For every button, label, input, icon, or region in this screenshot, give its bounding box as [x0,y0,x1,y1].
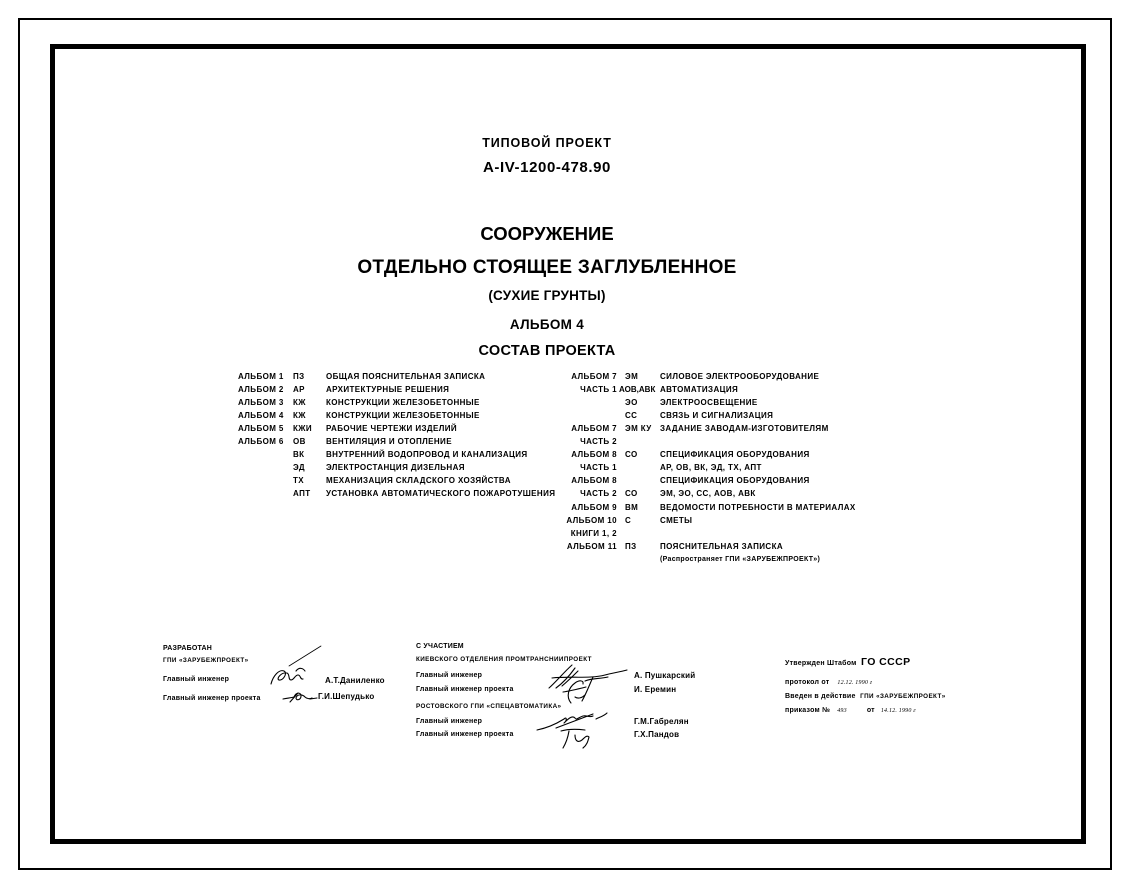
contents-code: КЖ [293,410,306,420]
approval-line [785,655,911,670]
order-label: приказом № [785,707,831,714]
contents-row [0,422,1130,435]
contents-album: АЛЬБОМ 6 [238,436,284,446]
order-number: 493 [837,708,847,714]
album-number: АЛЬБОМ 4 [509,317,585,332]
contents-title: СПЕЦИФИКАЦИЯ ОБОРУДОВАНИЯ [660,450,810,460]
soil-conditions: (СУХИЕ ГРУНТЫ) [488,288,606,303]
signer-role: Главный инженер [163,676,230,683]
contents-code: СС [625,410,638,420]
contents-code: ПЗ [293,371,305,381]
contents-title: ВНУТРЕННИЙ ВОДОПРОВОД И КАНАЛИЗАЦИЯ [326,449,528,459]
contents-distribution-note: (Распространяет ГПИ «ЗАРУБЕЖПРОЕКТ») [660,556,821,563]
contents-album: АЛЬБОМ 8 [571,476,617,486]
signer-name: И. Еремин [634,685,677,694]
contents-album: АЛЬБОМ 2 [238,384,284,394]
protocol-date: 12.12. 1990 г [837,680,873,686]
approval-authority: ГО СССР [861,656,911,668]
contents-code: АР [293,384,305,394]
contents-album: АЛЬБОМ 8 [571,450,617,460]
developed-heading: РАЗРАБОТАН [163,645,213,652]
contents-code: ВМ [625,502,639,512]
approved-by: Утвержден Штабом [785,660,857,667]
contents-row [0,474,1130,487]
order-date: 14.12. 1990 г [880,708,916,714]
contents-title: ОБЩАЯ ПОЯСНИТЕЛЬНАЯ ЗАПИСКА [326,371,486,381]
contents-title: УСТАНОВКА АВТОМАТИЧЕСКОГО ПОЖАРОТУШЕНИЯ [326,488,556,498]
contents-code: СО [625,489,638,499]
contents-code: ВК [293,449,305,459]
contents-album: АЛЬБОМ 1 [238,371,284,381]
signer-role: Главный инженер проекта [416,731,514,738]
contents-title: СПЕЦИФИКАЦИЯ ОБОРУДОВАНИЯ [660,476,810,486]
participation-org: КИЕВСКОГО ОТДЕЛЕНИЯ ПРОМТРАНСНИИПРОЕКТ [416,656,592,663]
contents-title: МЕХАНИЗАЦИЯ СКЛАДСКОГО ХОЗЯЙСТВА [326,475,511,485]
contents-code: ЭМ [625,371,639,381]
contents-code: ЭД [293,462,305,472]
object-description: ОТДЕЛЬНО СТОЯЩЕЕ ЗАГЛУБЛЕННОЕ [357,257,737,278]
contents-album: АЛЬБОМ 4 [238,410,284,420]
contents-album: ЧАСТЬ 1 [580,384,617,394]
signer-name: Г.И.Шепудько [318,692,375,701]
section-title: СОСТАВ ПРОЕКТА [478,343,616,359]
contents-row [0,540,1130,553]
contents-album: ЧАСТЬ 2 [580,489,617,499]
order-date-label: от [866,707,875,714]
contents-row [0,501,1130,514]
contents-title: ВЕДОМОСТИ ПОТРЕБНОСТИ В МАТЕРИАЛАХ [660,502,856,512]
contents-code: ЭМ КУ [625,423,652,433]
contents-title: СИЛОВОЕ ЭЛЕКТРООБОРУДОВАНИЕ [660,371,820,381]
contents-title: АРХИТЕКТУРНЫЕ РЕШЕНИЯ [326,384,450,394]
contents-album: КНИГИ 1, 2 [570,528,617,538]
contents-album: АЛЬБОМ 5 [238,423,284,433]
contents-title: ЭЛЕКТРООСВЕЩЕНИЕ [660,397,758,407]
contents-album: АЛЬБОМ 9 [571,502,617,512]
signer-role: Главный инженер проекта [416,686,514,693]
contents-row [0,527,1130,540]
contents-title: СМЕТЫ [660,515,693,525]
contents-title: АВТОМАТИЗАЦИЯ [660,384,739,394]
contents-title: СВЯЗЬ И СИГНАЛИЗАЦИЯ [660,410,774,420]
contents-code: ОВ [293,436,306,446]
participation-org: РОСТОВСКОГО ГПИ «СПЕЦАВТОМАТИКА» [416,703,562,710]
contents-code: ТХ [293,475,305,485]
contents-title: ЭЛЕКТРОСТАНЦИЯ ДИЗЕЛЬНАЯ [326,462,465,472]
object-title: СООРУЖЕНИЕ [480,223,614,244]
contents-code: АОВ,АВК [619,384,656,394]
contents-title: АР, ОВ, ВК, ЭД, ТХ, АПТ [660,463,762,473]
enacted-label: Введен в действие [785,693,856,700]
contents-album: АЛЬБОМ 10 [566,515,617,525]
contents-code: АПТ [293,488,311,498]
contents-row [0,370,1130,383]
contents-code: КЖ [293,397,306,407]
contents-row [0,396,1130,409]
contents-title: КОНСТРУКЦИИ ЖЕЛЕЗОБЕТОННЫЕ [326,410,480,420]
contents-list-right [0,370,1130,570]
contents-album: АЛЬБОМ 7 [571,371,617,381]
order-line [785,700,916,716]
contents-row [0,435,1130,448]
signer-name: А.Т.Даниленко [325,676,385,685]
contents-code: ПЗ [625,541,637,551]
enacted-by: ГПИ «ЗАРУБЕЖПРОЕКТ» [860,693,946,700]
contents-title: ВЕНТИЛЯЦИЯ И ОТОПЛЕНИЕ [326,436,452,446]
signer-role: Главный инженер проекта [163,695,261,702]
signer-role: Главный инженер [416,718,483,725]
signer-name: Г.Х.Пандов [634,730,680,739]
contents-row [0,448,1130,461]
contents-row [0,409,1130,422]
signer-name: А. Пушкарский [634,671,696,680]
project-type-label: ТИПОВОЙ ПРОЕКТ [482,136,612,150]
signer-role: Главный инженер [416,672,483,679]
contents-code: СО [625,450,638,460]
contents-code: ЭО [625,397,638,407]
contents-title: РАБОЧИЕ ЧЕРТЕЖИ ИЗДЕЛИЙ [326,423,458,433]
signer-name: Г.М.Габрелян [634,717,689,726]
contents-row [0,383,1130,396]
contents-title: ЭМ, ЭО, СС, АОВ, АВК [660,489,756,499]
participation-heading: С УЧАСТИЕМ [416,643,464,650]
contents-row [0,487,1130,500]
contents-code: КЖИ [293,423,313,433]
contents-album: ЧАСТЬ 2 [580,437,617,446]
project-code: А-IV-1200-478.90 [482,159,611,176]
contents-row [0,461,1130,474]
contents-title: ПОЯСНИТЕЛЬНАЯ ЗАПИСКА [660,541,784,551]
contents-title: ЗАДАНИЕ ЗАВОДАМ-ИЗГОТОВИТЕЛЯМ [660,423,829,433]
contents-code: С [625,515,632,525]
contents-title: КОНСТРУКЦИИ ЖЕЛЕЗОБЕТОННЫЕ [326,397,480,407]
developed-org: ГПИ «ЗАРУБЕЖПРОЕКТ» [163,657,249,664]
contents-album: АЛЬБОМ 11 [566,541,617,551]
contents-album: ЧАСТЬ 1 [580,463,617,473]
protocol-label: протокол от [785,679,830,686]
contents-album: АЛЬБОМ 7 [571,423,617,433]
contents-album: АЛЬБОМ 3 [238,397,284,407]
contents-row [0,514,1130,527]
